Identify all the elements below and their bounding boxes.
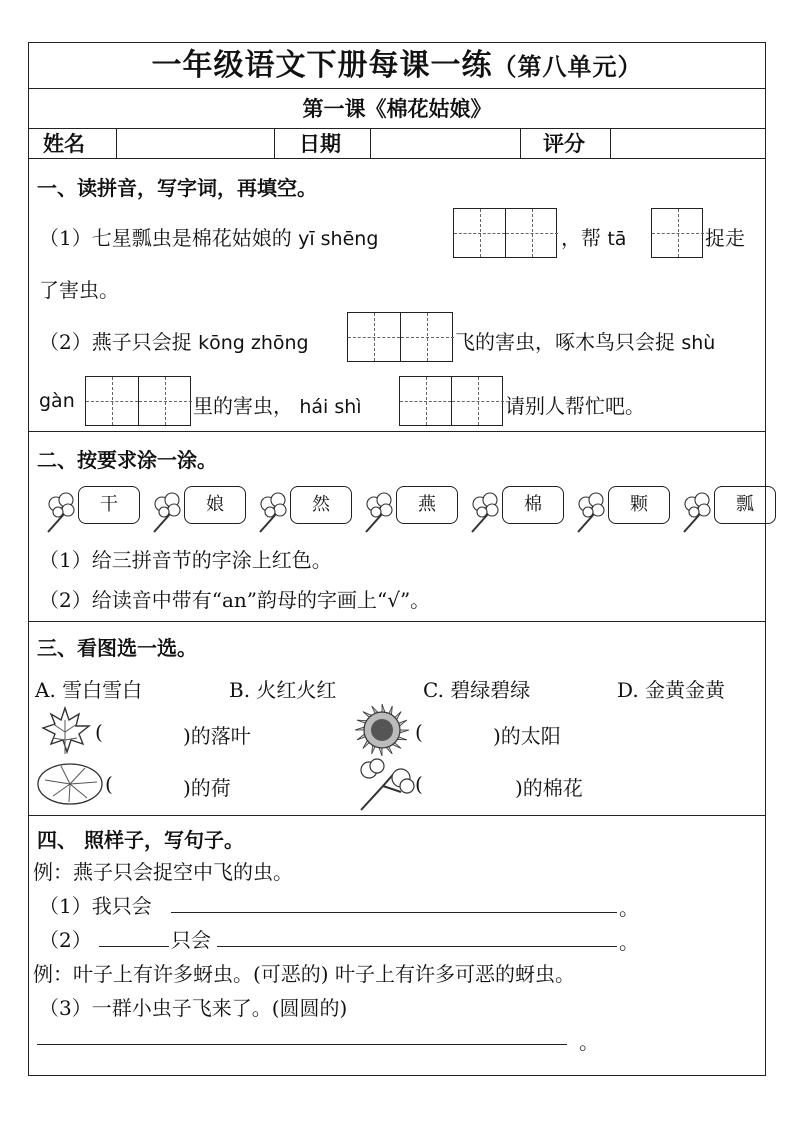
q2-label: （2） — [39, 928, 92, 952]
score-field[interactable] — [611, 129, 765, 159]
item3-label: )的荷 — [183, 776, 231, 800]
cotton-char-item[interactable] — [574, 486, 664, 532]
q3-text: （3）一群小虫子飞来了。(圆圆的) — [39, 996, 348, 1020]
q2-text-2: 飞的害虫，啄木鸟只会捉 shù — [455, 330, 716, 354]
cotton-char-label: 瓢 — [714, 486, 776, 524]
q2-pinyin-2a: shù — [681, 332, 716, 354]
q2-pinyin-1: kōng zhōng — [198, 332, 309, 354]
cotton-char-item[interactable] — [362, 486, 452, 532]
q3-answer-line[interactable] — [37, 1044, 567, 1045]
q1-text-1: （1）七星瓢虫是棉花姑娘的 yī shēng — [39, 226, 379, 250]
item2-open: ( — [415, 720, 423, 744]
item3-open: ( — [105, 772, 113, 796]
q2-writing-box-2[interactable] — [85, 376, 191, 426]
cotton-char-label: 棉 — [502, 486, 564, 524]
example-1: 例：燕子只会捉空中飞的虫。 — [33, 860, 293, 884]
cotton-char-item[interactable] — [468, 486, 558, 532]
q1-answer-line[interactable] — [171, 912, 617, 913]
item1-open: ( — [95, 720, 103, 744]
sun-icon — [353, 702, 411, 758]
section-2-heading: 二、按要求涂一涂。 — [37, 448, 217, 472]
q2-writing-box-1[interactable] — [347, 312, 453, 362]
q1-label: （1）我只会 — [39, 894, 152, 918]
worksheet-title: 一年级语文下册每课一练 — [151, 48, 493, 83]
example-2: 例：叶子上有许多蚜虫。(可恶的) 叶子上有许多可恶的蚜虫。 — [33, 962, 575, 986]
cotton-char-label: 燕 — [396, 486, 458, 524]
section-4 — [28, 816, 766, 1076]
name-label: 姓名 — [29, 129, 117, 159]
unit-subtitle: （第八单元） — [492, 53, 643, 81]
date-field[interactable] — [371, 129, 521, 159]
q2-end: 。 — [619, 930, 639, 954]
q2-pinyin-3: hái shì — [299, 396, 362, 418]
option-b: B. 火红火红 — [229, 678, 337, 702]
cotton-char-label: 然 — [290, 486, 352, 524]
q1-pinyin-1: yī shēng — [298, 228, 379, 250]
lotus-leaf-icon — [35, 760, 105, 808]
score-label: 评分 — [521, 129, 611, 159]
q2-writing-box-3[interactable] — [399, 376, 503, 426]
item4-open: ( — [415, 772, 423, 796]
cotton-icon — [353, 756, 415, 814]
q2-answer-line-1[interactable] — [99, 946, 169, 947]
section-1-heading: 一、读拼音，写字词，再填空。 — [37, 176, 317, 200]
q2-mid: 只会 — [171, 928, 211, 952]
q1-writing-box-2[interactable] — [651, 208, 703, 258]
q2-answer-line-2[interactable] — [217, 946, 617, 947]
q2-pinyin-2b: gàn — [39, 390, 75, 412]
section-3 — [28, 622, 766, 816]
cotton-char-label: 颗 — [608, 486, 670, 524]
q1-text-3: 捉走 — [705, 226, 745, 250]
student-info-row — [29, 129, 765, 159]
cotton-char-item[interactable] — [150, 486, 240, 532]
name-field[interactable] — [117, 129, 275, 159]
option-a: A. 雪白雪白 — [35, 678, 143, 702]
cotton-char-item[interactable] — [256, 486, 346, 532]
q2-text-4: 请别人帮忙吧。 — [505, 394, 645, 418]
item1-label: )的落叶 — [183, 724, 251, 748]
section-3-heading: 三、看图选一选。 — [37, 636, 197, 660]
item2-label: )的太阳 — [493, 724, 561, 748]
q1-writing-box-1[interactable] — [453, 208, 557, 258]
q2-text-3: 里的害虫， hái shì — [193, 394, 362, 418]
option-c: C. 碧绿碧绿 — [423, 678, 531, 702]
worksheet-title-row — [29, 43, 765, 89]
section-4-heading: 四、 照样子，写句子。 — [37, 828, 244, 852]
option-d: D. 金黄金黄 — [617, 678, 726, 702]
cotton-char-item[interactable] — [44, 486, 134, 532]
section-2-q1: （1）给三拼音节的字涂上红色。 — [39, 548, 332, 572]
cotton-char-label: 干 — [78, 486, 140, 524]
q1-text-2: ，帮 tā — [561, 226, 627, 250]
q1-pinyin-2: tā — [607, 228, 627, 250]
q1-end: 。 — [619, 896, 639, 920]
lesson-title: 第一课《棉花姑娘》 — [29, 89, 765, 129]
date-label: 日期 — [275, 129, 371, 159]
item4-label: )的棉花 — [515, 776, 583, 800]
cotton-char-item[interactable] — [680, 486, 770, 532]
q2-text-1: （2）燕子只会捉 kōng zhōng — [39, 330, 309, 354]
q3-end: 。 — [579, 1030, 599, 1054]
section-1 — [28, 158, 766, 432]
maple-leaf-icon — [37, 702, 93, 758]
q1-text-4: 了害虫。 — [39, 278, 119, 302]
cotton-char-label: 娘 — [184, 486, 246, 524]
section-2-q2: （2）给读音中带有“an”韵母的字画上“√”。 — [39, 588, 431, 612]
